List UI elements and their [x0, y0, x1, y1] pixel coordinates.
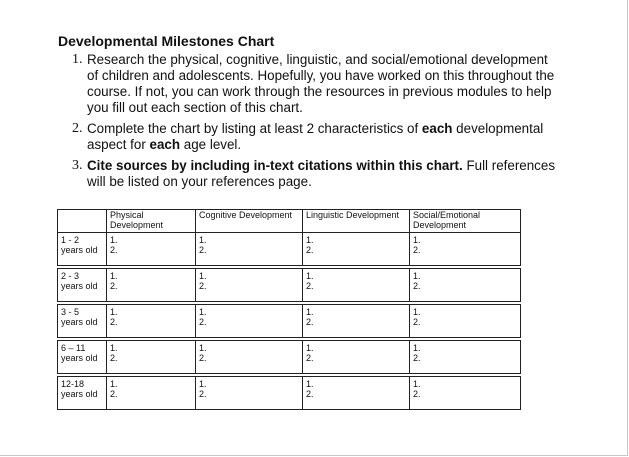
table-cell: [196, 233, 303, 266]
instruction-number: 2.: [72, 121, 83, 136]
table-cell: [410, 233, 521, 266]
characteristic-label: 1.: [199, 235, 207, 245]
table-header-cell: Social/Emotional Development: [410, 210, 521, 233]
table-row: [58, 305, 521, 338]
instruction-text: developmental aspect for: [87, 121, 544, 152]
characteristic-label: 2.: [110, 317, 118, 327]
instruction-text: Research the physical, cognitive, linguistic, and social/emotional development of children and adolescents. Hopefully, you have worked on this throughout the course. If not, you can work through the resources in previous modules to help you fill out each section of this chart.: [87, 52, 555, 115]
characteristic-label: 1.: [199, 343, 207, 353]
instruction-text: Complete the chart by listing at least 2 characteristics of: [87, 121, 422, 136]
characteristic-label: 1.: [306, 307, 314, 317]
table-header-row: [58, 210, 521, 233]
characteristic-label: 1.: [413, 379, 421, 389]
characteristic-label: 1.: [306, 271, 314, 281]
instruction-item: [58, 52, 558, 116]
characteristic-label: 2.: [413, 281, 421, 291]
instruction-emphasis: each: [421, 121, 453, 136]
characteristic-label: 2.: [413, 245, 421, 255]
milestones-table: [57, 209, 521, 410]
table-cell: [303, 305, 410, 338]
table-cell: [196, 341, 303, 374]
table-row: [58, 377, 521, 410]
table-row: [58, 269, 521, 302]
table-cell: [303, 233, 410, 266]
table-cell: [303, 269, 410, 302]
characteristic-label: 2.: [413, 317, 421, 327]
table-cell: [410, 377, 521, 410]
characteristic-label: 2.: [110, 281, 118, 291]
characteristic-label: 1.: [110, 235, 118, 245]
table-cell: [303, 377, 410, 410]
characteristic-label: 2.: [413, 353, 421, 363]
characteristic-label: 1.: [413, 235, 421, 245]
table-cell: [303, 341, 410, 374]
characteristic-label: 1.: [413, 271, 421, 281]
table-cell: [196, 305, 303, 338]
characteristic-label: 2.: [306, 245, 314, 255]
characteristic-label: 1.: [110, 343, 118, 353]
table-cell: [107, 341, 196, 374]
table-cell: [107, 233, 196, 266]
characteristic-label: 2.: [199, 245, 207, 255]
table-row: [58, 233, 521, 266]
instruction-number: 3.: [72, 158, 83, 173]
table-cell: [410, 269, 521, 302]
characteristic-label: 1.: [110, 271, 118, 281]
table-header-cell: Physical Development: [107, 210, 196, 233]
characteristic-label: 1.: [306, 343, 314, 353]
instruction-emphasis: each: [149, 137, 181, 152]
characteristic-label: 1.: [306, 235, 314, 245]
table-cell: [107, 377, 196, 410]
instruction-item: [58, 121, 558, 153]
age-level-cell: 12-18 years old: [58, 377, 107, 410]
table-cell: [196, 377, 303, 410]
instruction-text: Full references will be listed on your references page.: [87, 158, 556, 189]
characteristic-label: 2.: [306, 317, 314, 327]
age-level-cell: 3 - 5 years old: [58, 305, 107, 338]
age-level-cell: 2 - 3 years old: [58, 269, 107, 302]
characteristic-label: 2.: [110, 389, 118, 399]
instruction-emphasis: Cite sources by including in-text citations within this chart.: [87, 158, 463, 173]
instruction-text: age level.: [180, 137, 242, 152]
characteristic-label: 2.: [110, 245, 118, 255]
characteristic-label: 2.: [413, 389, 421, 399]
table-header-cell: [58, 210, 107, 233]
instruction-number: 1.: [72, 52, 83, 67]
characteristic-label: 2.: [199, 389, 207, 399]
characteristic-label: 1.: [413, 343, 421, 353]
characteristic-label: 1.: [199, 379, 207, 389]
characteristic-label: 1.: [110, 379, 118, 389]
table-header-cell: Cognitive Development: [196, 210, 303, 233]
characteristic-label: 2.: [306, 353, 314, 363]
table-cell: [107, 305, 196, 338]
characteristic-label: 2.: [110, 353, 118, 363]
table-cell: [196, 269, 303, 302]
characteristic-label: 1.: [306, 379, 314, 389]
table-header-cell: Linguistic Development: [303, 210, 410, 233]
characteristic-label: 1.: [413, 307, 421, 317]
characteristic-label: 2.: [306, 389, 314, 399]
characteristic-label: 1.: [199, 307, 207, 317]
page-title: Developmental Milestones Chart: [58, 33, 275, 49]
characteristic-label: 1.: [110, 307, 118, 317]
characteristic-label: 2.: [199, 281, 207, 291]
age-level-cell: 6 – 11 years old: [58, 341, 107, 374]
characteristic-label: 2.: [199, 317, 207, 327]
table-row: [58, 341, 521, 374]
characteristic-label: 2.: [199, 353, 207, 363]
instruction-item: [58, 158, 558, 190]
table-cell: [410, 341, 521, 374]
characteristic-label: 2.: [306, 281, 314, 291]
table-cell: [410, 305, 521, 338]
age-level-cell: 1 - 2 years old: [58, 233, 107, 266]
characteristic-label: 1.: [199, 271, 207, 281]
instruction-list: [58, 52, 558, 190]
table-cell: [107, 269, 196, 302]
